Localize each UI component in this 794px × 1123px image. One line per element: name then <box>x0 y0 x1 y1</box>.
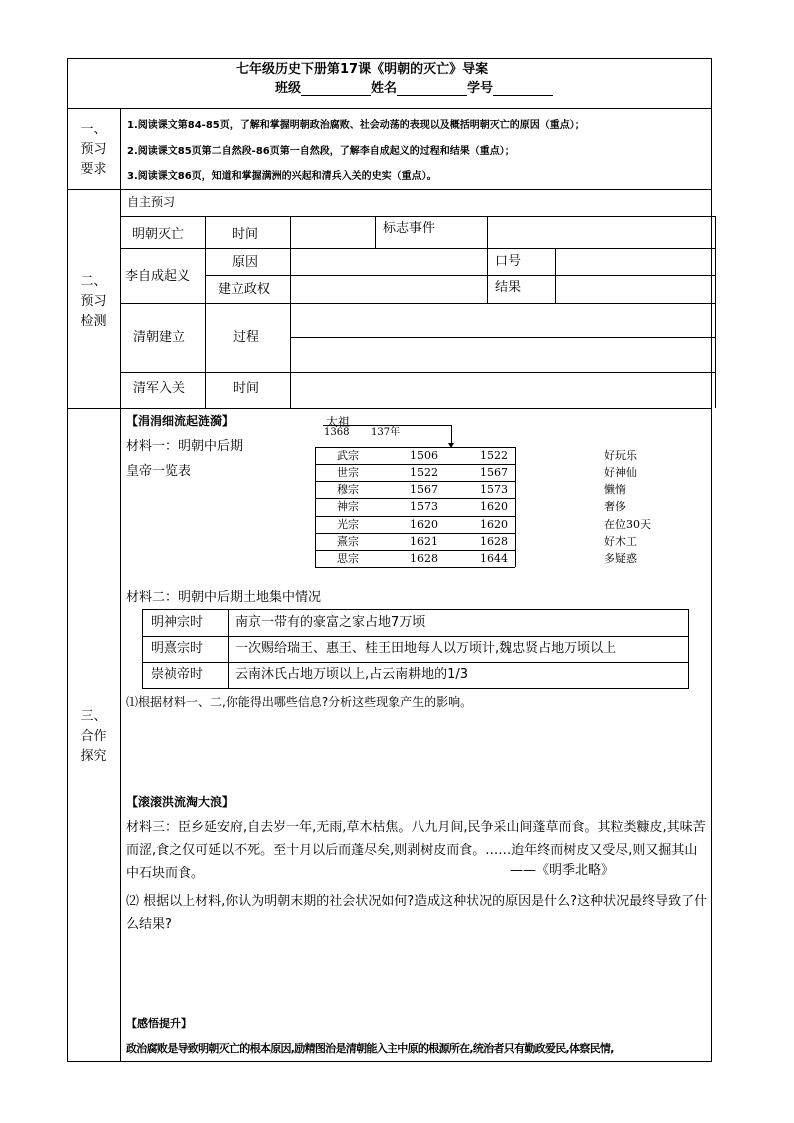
section2-label-b: 检测 <box>80 314 107 329</box>
emperor-name: 穆宗 <box>337 483 359 497</box>
ming-fall-time-field[interactable] <box>291 217 374 247</box>
emperor-name: 神宗 <box>337 500 359 514</box>
material3-text: 材料三：臣乡延安府,自去岁一年,无雨,草木枯焦。八九月间,民争采山间蓬草而食。其粒类糠皮,其味苦而涩,食之仅可延以不死。至十月以后而蓬尽矣,则剥树皮而食。……迨年终而树皮又受尽,则又掘其山中石块而食。 <box>126 820 706 881</box>
section1-label-a: 预习 <box>80 142 107 157</box>
section3-label-a: 合作 <box>80 729 107 744</box>
land-desc-3: 云南沐氏占地万顷以上,占云南耕地的1/3 <box>235 667 469 682</box>
emperor-end: 1522 <box>480 449 508 462</box>
section2-label-num: 二、 <box>80 274 107 289</box>
emperor-start: 1628 <box>410 551 438 565</box>
material2-title: 材料二：明朝中后期土地集中情况 <box>126 590 322 605</box>
land-desc-2: 一次赐给瑞王、惠王、桂王田地每人以万顷计,魏忠贤占地万顷以上 <box>235 641 617 656</box>
emperor-chart-top-edge <box>315 447 515 448</box>
answer-area-1[interactable] <box>124 712 708 790</box>
preview-col3-row2 <box>487 248 488 303</box>
divider-s1 <box>67 189 712 190</box>
emperor-name: 思宗 <box>337 551 359 565</box>
emperor-traits <box>604 447 694 567</box>
emperor-start: 1620 <box>410 517 438 531</box>
emperor-trait: 奢侈 <box>604 500 626 514</box>
section3-label-b: 探究 <box>80 749 107 764</box>
land-period-2: 明熹宗时 <box>151 641 204 656</box>
frame-right <box>711 58 712 1061</box>
material1-title-1: 材料一：明朝中后期 <box>126 439 244 454</box>
cause-label: 原因 <box>232 255 259 270</box>
emperor-row-divider <box>315 464 515 465</box>
section1-label-num: 一、 <box>80 122 107 137</box>
id-label: 学号 <box>467 81 494 96</box>
answer-area-2[interactable] <box>124 938 708 1013</box>
emperor-row-divider <box>315 550 515 551</box>
question-1: ⑴根据材料一、二,你能得出哪些信息?分析这些现象产生的影响。 <box>126 695 473 709</box>
chart-arrow-line <box>323 425 451 426</box>
emperor-name: 光宗 <box>337 517 359 531</box>
land-table-col-divider <box>228 610 229 688</box>
time2-label: 时间 <box>233 381 260 396</box>
emperor-start: 1506 <box>410 449 438 462</box>
heading-torrent: 【滚滚洪流淘大浪】 <box>126 795 235 809</box>
preview-col3-row1 <box>375 216 376 248</box>
emperor-row-divider <box>315 516 515 517</box>
ming-fall-label: 明朝灭亡 <box>132 227 185 242</box>
section1-label-b: 要求 <box>80 162 107 177</box>
found-regime-label: 建立政权 <box>218 282 271 297</box>
emperor-chart-bottom-edge <box>315 567 515 568</box>
emperor-start: 1621 <box>410 534 438 548</box>
section3-label-num: 三、 <box>80 709 107 724</box>
section2-label-a: 预习 <box>80 294 107 309</box>
emperor-name: 熹宗 <box>337 534 359 548</box>
land-table-row1-divider <box>143 636 688 637</box>
land-period-3: 崇祯帝时 <box>151 667 204 682</box>
class-blank[interactable] <box>301 83 371 96</box>
landmark-event-label: 标志事件 <box>383 221 436 236</box>
section1-label <box>67 120 120 180</box>
qing-found-label: 清朝建立 <box>133 330 186 345</box>
slogan-label: 口号 <box>495 254 522 269</box>
land-table <box>142 609 689 689</box>
emperor-trait: 好神仙 <box>604 466 637 480</box>
class-label: 班级 <box>275 81 302 96</box>
emperor-end: 1620 <box>480 517 508 531</box>
question-2: ⑵ 根据以上材料,你认为明朝末期的社会状况如何?造成这种状况的原因是什么?这种状况最终导致了什么结果? <box>126 894 708 932</box>
frame-left <box>67 58 68 1061</box>
divider-header <box>67 108 712 109</box>
emperor-end: 1620 <box>480 500 508 514</box>
emperor-start: 1573 <box>410 500 438 514</box>
heading-ripples: 【涓涓细流起涟漪】 <box>126 414 235 428</box>
slogan-field[interactable] <box>556 249 714 274</box>
requirement-item-3: 3.阅读课文86页，知道和掌握满洲的兴起和清兵入关的史实（重点）。 <box>127 171 437 182</box>
emperor-trait: 在位30天 <box>604 517 651 531</box>
preview-right-edge <box>715 216 716 408</box>
page-title: 七年级历史下册第17课《明朝的灭亡》导案 <box>236 62 489 77</box>
name-blank[interactable] <box>397 83 467 96</box>
emperor-end: 1628 <box>480 534 508 548</box>
frame-bottom <box>67 1061 712 1062</box>
requirement-item-2: 2.阅读课文85页第二自然段-86页第一自然段，了解李自成起义的过程和结果（重点）； <box>127 146 515 157</box>
id-blank[interactable] <box>493 83 553 96</box>
conclusion-text: 政治腐败是导致明朝灭亡的根本原因,励精图治是清朝能入主中原的根源所在,统治者只有勤政爱民,体察民情, <box>126 1042 614 1055</box>
material3-source: ——《明季北略》 <box>510 863 615 878</box>
time-label: 时间 <box>232 227 259 242</box>
process-label: 过程 <box>233 330 260 345</box>
section2-label <box>67 272 120 332</box>
emperor-end: 1567 <box>480 466 508 480</box>
chart-years-137: 137年 <box>371 427 401 438</box>
chart-year-1368: 1368 <box>324 427 350 438</box>
self-preview-heading: 自主预习 <box>127 195 176 209</box>
emperor-start: 1522 <box>410 466 438 480</box>
student-info-line <box>275 82 553 96</box>
label-column-divider <box>120 108 121 1061</box>
emperor-trait: 懒惰 <box>604 483 626 497</box>
emperor-end: 1573 <box>480 483 508 497</box>
preview-col1 <box>205 216 206 408</box>
emperor-name: 世宗 <box>337 466 359 480</box>
qing-enter-label: 清军入关 <box>133 381 186 396</box>
emperor-chart-right-edge <box>515 447 516 567</box>
emperor-start: 1567 <box>410 483 438 497</box>
name-label: 姓名 <box>371 81 398 96</box>
emperor-name: 武宗 <box>337 449 359 462</box>
emperor-chart <box>315 447 515 567</box>
emperor-trait: 好木工 <box>604 534 637 548</box>
material1-title-2: 皇帝一览表 <box>126 464 192 479</box>
emperor-trait: 好玩乐 <box>604 449 637 462</box>
process-field[interactable] <box>291 304 715 371</box>
cause-field[interactable] <box>291 249 486 274</box>
emperor-end: 1644 <box>480 551 508 565</box>
qing-enter-time-field[interactable] <box>291 373 715 407</box>
land-desc-1: 南京一带有的豪富之家占地7万顷 <box>235 615 426 630</box>
landmark-event-field[interactable] <box>488 217 714 247</box>
frame-top <box>67 58 712 59</box>
land-table-row2-divider <box>143 662 688 663</box>
section3-label <box>67 707 120 767</box>
chart-arrow-stem <box>451 425 452 445</box>
requirement-item-1: 1.阅读课文第84-85页，了解和掌握明朝政治腐败、社会动荡的表现以及概括明朝灭亡的原因（重点）； <box>127 120 585 131</box>
result-label: 结果 <box>495 280 522 295</box>
emperor-trait: 多疑惑 <box>604 551 637 565</box>
li-uprising-label: 李自成起义 <box>125 269 191 284</box>
emperor-row-divider <box>315 533 515 534</box>
found-regime-field[interactable] <box>291 276 486 302</box>
chart-taizu: 太祖 <box>326 415 351 429</box>
heading-insight: 【感悟提升】 <box>126 1017 192 1030</box>
divider-s2 <box>67 408 712 409</box>
result-field[interactable] <box>556 276 714 302</box>
land-period-1: 明神宗时 <box>151 615 204 630</box>
